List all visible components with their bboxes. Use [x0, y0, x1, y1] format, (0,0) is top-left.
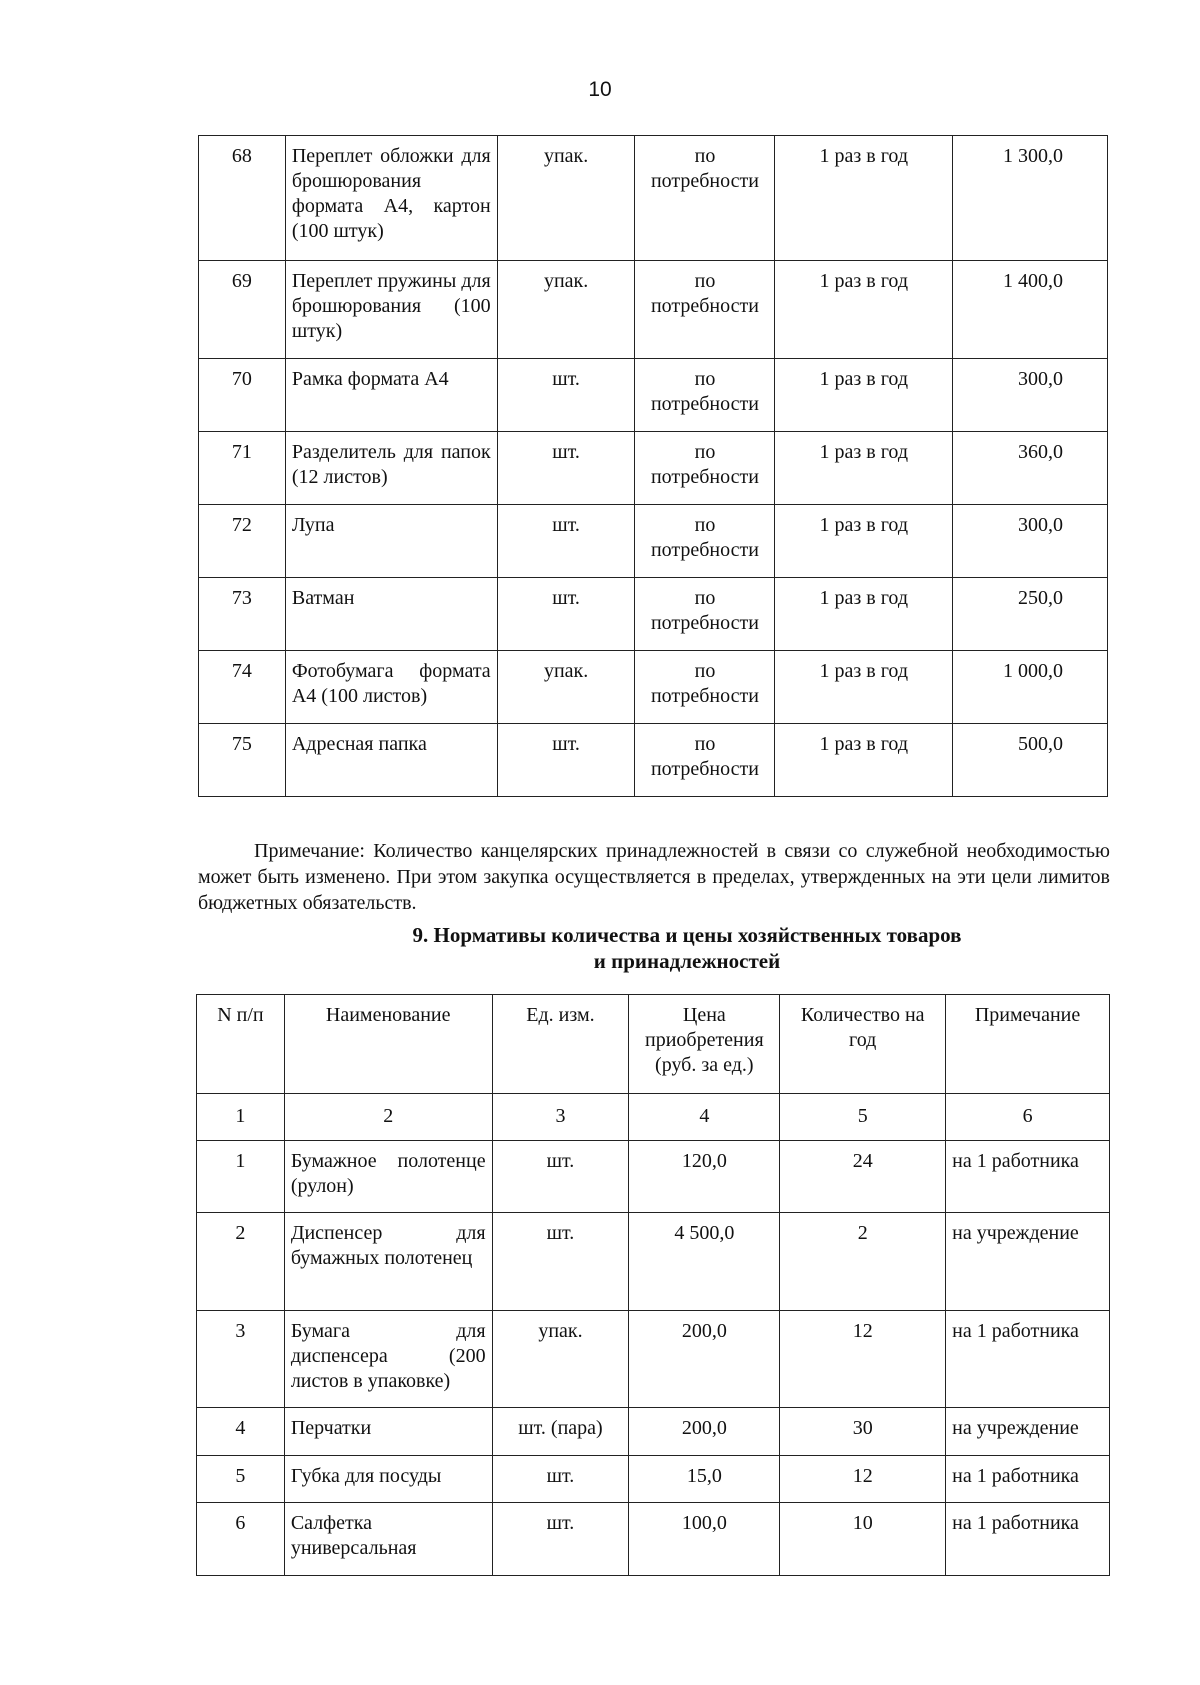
- table-row: [199, 432, 1108, 505]
- row-number: 74: [199, 651, 286, 724]
- item-name: Разделитель для папок (12 листов): [285, 432, 497, 505]
- section-title-line1: 9. Нормативы количества и цены хозяйственных товаров: [412, 923, 962, 947]
- period: 1 раз в год: [775, 136, 953, 261]
- table-row: [197, 1213, 1110, 1311]
- note: на 1 работника: [946, 1503, 1110, 1576]
- row-number: 2: [197, 1213, 285, 1311]
- table-row: [197, 1141, 1110, 1213]
- quantity: по потребности: [635, 432, 775, 505]
- column-number: 6: [946, 1094, 1110, 1141]
- row-number: 73: [199, 578, 286, 651]
- header-cell: Количество на год: [780, 995, 946, 1094]
- price: 200,0: [629, 1408, 780, 1456]
- table-row: [199, 136, 1108, 261]
- price: 200,0: [629, 1311, 780, 1408]
- table-row: [199, 261, 1108, 359]
- household-goods-table: [196, 994, 1110, 1576]
- table-header-row: [197, 995, 1110, 1094]
- quantity: по потребности: [635, 578, 775, 651]
- header-cell: Примечание: [946, 995, 1110, 1094]
- price: 120,0: [629, 1141, 780, 1213]
- price: 300,0: [953, 359, 1108, 432]
- item-name: Переплет пружины для брошюрования (100 штук): [285, 261, 497, 359]
- item-name: Лупа: [285, 505, 497, 578]
- price: 1 300,0: [953, 136, 1108, 261]
- note: на учреждение: [946, 1408, 1110, 1456]
- item-name: Рамка формата А4: [285, 359, 497, 432]
- quantity: 24: [780, 1141, 946, 1213]
- column-number-row: [197, 1094, 1110, 1141]
- header-cell: Цена приобретения (руб. за ед.): [629, 995, 780, 1094]
- table-row: [199, 651, 1108, 724]
- header-cell: Наименование: [284, 995, 492, 1094]
- price: 15,0: [629, 1456, 780, 1503]
- price: 250,0: [953, 578, 1108, 651]
- table-row: [197, 1311, 1110, 1408]
- note-paragraph: Примечание: Количество канцелярских принадлежностей в связи со служебной необходимостью может быть изменено. При этом закупка осуществляется в пределах, утвержденных на эти цели лимитов бюджетных обязательств.: [198, 840, 1110, 914]
- column-number: 3: [492, 1094, 629, 1141]
- page-number: 10: [588, 78, 612, 101]
- unit: шт.: [497, 505, 635, 578]
- quantity: по потребности: [635, 505, 775, 578]
- table-row: [197, 1503, 1110, 1576]
- unit: шт. (пара): [492, 1408, 629, 1456]
- quantity: по потребности: [635, 136, 775, 261]
- row-number: 69: [199, 261, 286, 359]
- note: на учреждение: [946, 1213, 1110, 1311]
- period: 1 раз в год: [775, 578, 953, 651]
- note: на 1 работника: [946, 1141, 1110, 1213]
- item-name: Перчатки: [284, 1408, 492, 1456]
- row-number: 6: [197, 1503, 285, 1576]
- item-name: Диспенсер для бумажных полотенец: [284, 1213, 492, 1311]
- column-number: 2: [284, 1094, 492, 1141]
- table-row: [197, 1408, 1110, 1456]
- table-row: [199, 505, 1108, 578]
- period: 1 раз в год: [775, 724, 953, 797]
- unit: шт.: [492, 1503, 629, 1576]
- price: 500,0: [953, 724, 1108, 797]
- quantity: по потребности: [635, 261, 775, 359]
- item-name: Губка для посуды: [284, 1456, 492, 1503]
- unit: шт.: [492, 1456, 629, 1503]
- item-name: Бумага для диспенсера (200 листов в упаковке): [284, 1311, 492, 1408]
- header-cell: N п/п: [197, 995, 285, 1094]
- row-number: 70: [199, 359, 286, 432]
- quantity: по потребности: [635, 359, 775, 432]
- unit: шт.: [492, 1141, 629, 1213]
- quantity: 12: [780, 1456, 946, 1503]
- unit: шт.: [492, 1213, 629, 1311]
- row-number: 68: [199, 136, 286, 261]
- row-number: 71: [199, 432, 286, 505]
- note: на 1 работника: [946, 1311, 1110, 1408]
- row-number: 4: [197, 1408, 285, 1456]
- price: 360,0: [953, 432, 1108, 505]
- row-number: 75: [199, 724, 286, 797]
- note: на 1 работника: [946, 1456, 1110, 1503]
- row-number: 72: [199, 505, 286, 578]
- table-row: [197, 1456, 1110, 1503]
- item-name: Салфетка универсальная: [284, 1503, 492, 1576]
- period: 1 раз в год: [775, 505, 953, 578]
- price: 4 500,0: [629, 1213, 780, 1311]
- item-name: Фотобумага формата А4 (100 листов): [285, 651, 497, 724]
- row-number: 1: [197, 1141, 285, 1213]
- item-name: Ватман: [285, 578, 497, 651]
- item-name: Адресная папка: [285, 724, 497, 797]
- unit: шт.: [497, 432, 635, 505]
- table-row: [199, 578, 1108, 651]
- price: 1 400,0: [953, 261, 1108, 359]
- item-name: Переплет обложки для брошюрования формата А4, картон (100 штук): [285, 136, 497, 261]
- column-number: 5: [780, 1094, 946, 1141]
- price: 300,0: [953, 505, 1108, 578]
- quantity: 30: [780, 1408, 946, 1456]
- quantity: по потребности: [635, 724, 775, 797]
- quantity: по потребности: [635, 651, 775, 724]
- period: 1 раз в год: [775, 432, 953, 505]
- row-number: 3: [197, 1311, 285, 1408]
- price: 100,0: [629, 1503, 780, 1576]
- unit: упак.: [497, 651, 635, 724]
- office-supplies-table: [198, 135, 1108, 797]
- unit: шт.: [497, 724, 635, 797]
- period: 1 раз в год: [775, 359, 953, 432]
- unit: упак.: [492, 1311, 629, 1408]
- quantity: 2: [780, 1213, 946, 1311]
- table-row: [199, 724, 1108, 797]
- section-heading: [330, 922, 1044, 974]
- quantity: 10: [780, 1503, 946, 1576]
- quantity: 12: [780, 1311, 946, 1408]
- period: 1 раз в год: [775, 651, 953, 724]
- header-cell: Ед. изм.: [492, 995, 629, 1094]
- column-number: 1: [197, 1094, 285, 1141]
- period: 1 раз в год: [775, 261, 953, 359]
- price: 1 000,0: [953, 651, 1108, 724]
- unit: шт.: [497, 359, 635, 432]
- unit: шт.: [497, 578, 635, 651]
- row-number: 5: [197, 1456, 285, 1503]
- section-title-line2: и принадлежностей: [593, 949, 781, 973]
- unit: упак.: [497, 261, 635, 359]
- unit: упак.: [497, 136, 635, 261]
- table-row: [199, 359, 1108, 432]
- item-name: Бумажное полотенце (рулон): [284, 1141, 492, 1213]
- column-number: 4: [629, 1094, 780, 1141]
